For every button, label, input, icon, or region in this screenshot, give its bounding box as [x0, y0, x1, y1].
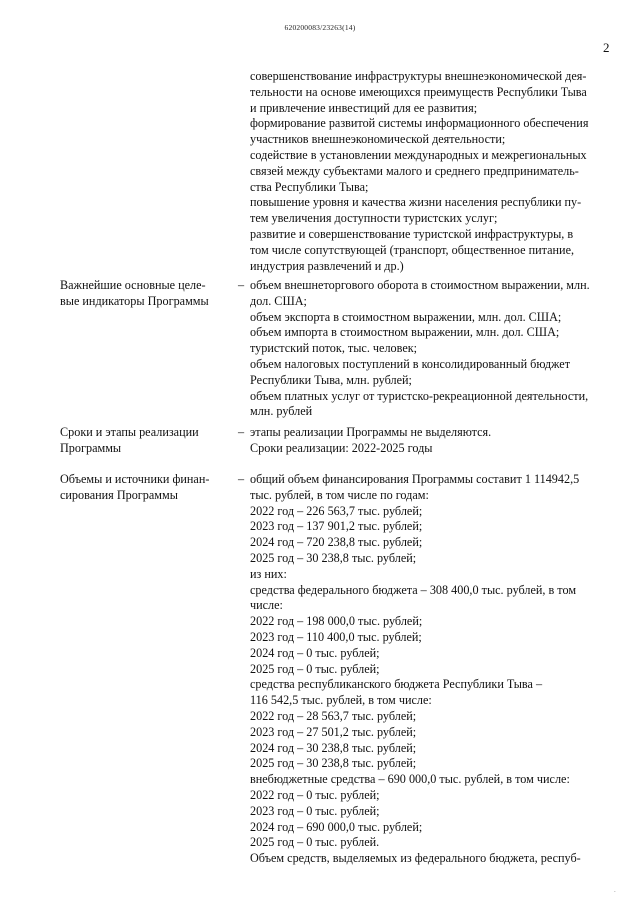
funding-label [60, 472, 235, 504]
value-line: 2024 год – 690 000,0 тыс. рублей; [250, 819, 423, 834]
document-number: 620200083/23263(14) [284, 23, 356, 32]
funding-value [250, 472, 620, 867]
text-line: участников внешнеэкономической деятельности; [250, 132, 506, 147]
text-line: индустрия развлечений и др.) [250, 258, 404, 273]
value-line: 2022 год – 198 000,0 тыс. рублей; [250, 614, 423, 629]
value-line: 116 542,5 тыс. рублей, в том числе: [250, 693, 432, 708]
indicators-dash: – [238, 278, 245, 292]
value-line: 2025 год – 30 238,8 тыс. рублей; [250, 756, 417, 771]
value-line: 2024 год – 720 238,8 тыс. рублей; [250, 535, 423, 550]
value-line: туристский поток, тыс. человек; [250, 341, 418, 356]
label-line: вые индикаторы Программы [60, 293, 209, 308]
value-line: Объем средств, выделяемых из федерального бюджета, респуб- [250, 851, 581, 866]
value-line: Сроки реализации: 2022-2025 годы [250, 440, 433, 455]
value-line: числе: [250, 598, 283, 613]
value-line: объем импорта в стоимостном выражении, млн. дол. США; [250, 325, 560, 340]
text-line: том числе сопутствующей (транспорт, общественное питание, [250, 242, 575, 257]
value-line: 2023 год – 0 тыс. рублей; [250, 803, 380, 818]
value-line: общий объем финансирования Программы составит 1 114942,5 [250, 472, 580, 486]
label-line: Объемы и источники финан- [60, 472, 210, 486]
value-line: Республики Тыва, млн. рублей; [250, 372, 412, 387]
value-line: средства федерального бюджета – 308 400,0 тыс. рублей, в том [250, 582, 577, 597]
value-line: средства республиканского бюджета Республики Тыва – [250, 677, 543, 692]
value-line: 2023 год – 27 501,2 тыс. рублей; [250, 724, 417, 739]
indicators-value [250, 278, 620, 420]
value-line: объем платных услуг от туристско-рекреационной деятельности, [250, 388, 589, 403]
value-line: этапы реализации Программы не выделяются. [250, 425, 492, 439]
label-line: Сроки и этапы реализации [60, 425, 199, 439]
indicators-label [60, 278, 235, 310]
timeline-dash: – [238, 425, 245, 439]
text-line: ства Республики Тыва; [250, 179, 369, 194]
value-line: 2024 год – 0 тыс. рублей; [250, 645, 380, 660]
text-line: формирование развитой системы информационного обеспечения [250, 116, 589, 131]
text-line: совершенствование инфраструктуры внешнеэкономической дея- [250, 69, 587, 83]
goals-continuation-text [250, 69, 620, 274]
value-line: внебюджетные средства – 690 000,0 тыс. рублей, в том числе: [250, 772, 570, 787]
value-line: 2025 год – 0 тыс. рублей. [250, 835, 380, 850]
value-line: 2023 год – 110 400,0 тыс. рублей; [250, 629, 422, 644]
text-line: содействие в установлении международных и межрегиональных [250, 147, 587, 162]
timeline-label [60, 425, 235, 457]
value-line: 2024 год – 30 238,8 тыс. рублей; [250, 740, 417, 755]
timeline-value [250, 425, 620, 457]
text-line: и привлечение инвестиций для ее развития; [250, 100, 478, 115]
value-line: 2022 год – 0 тыс. рублей; [250, 787, 380, 802]
value-line: млн. рублей [250, 404, 313, 419]
text-line: тельности на основе имеющихся преимуществ Республики Тыва [250, 84, 587, 99]
text-line: повышение уровня и качества жизни населения республики пу- [250, 195, 582, 210]
value-line: объем налоговых поступлений в консолидированный бюджет [250, 356, 571, 371]
label-line: Программы [60, 440, 122, 455]
value-line: дол. США; [250, 293, 307, 308]
label-line: Важнейшие основные целе- [60, 278, 206, 292]
value-line: 2023 год – 137 901,2 тыс. рублей; [250, 519, 423, 534]
value-line: объем экспорта в стоимостном выражении, млн. дол. США; [250, 309, 562, 324]
text-line: развитие и совершенствование туристской инфраструктуры, в [250, 226, 574, 241]
value-line: 2022 год – 226 563,7 тыс. рублей; [250, 503, 423, 518]
value-line: 2025 год – 30 238,8 тыс. рублей; [250, 550, 417, 565]
value-line: 2022 год – 28 563,7 тыс. рублей; [250, 708, 417, 723]
text-line: связей между субъектами малого и среднего предприниматель- [250, 163, 579, 178]
value-line: из них: [250, 566, 287, 581]
label-line: сирования Программы [60, 487, 178, 502]
value-line: 2025 год – 0 тыс. рублей; [250, 661, 380, 676]
page-number: 2 [603, 40, 610, 55]
value-line: объем внешнеторгового оборота в стоимостном выражении, млн. [250, 278, 590, 292]
value-line: тыс. рублей, в том числе по годам: [250, 487, 429, 502]
funding-dash: – [238, 472, 245, 486]
scan-corner-mark: . [614, 886, 616, 894]
text-line: тем увеличения доступности туристских услуг; [250, 211, 498, 226]
